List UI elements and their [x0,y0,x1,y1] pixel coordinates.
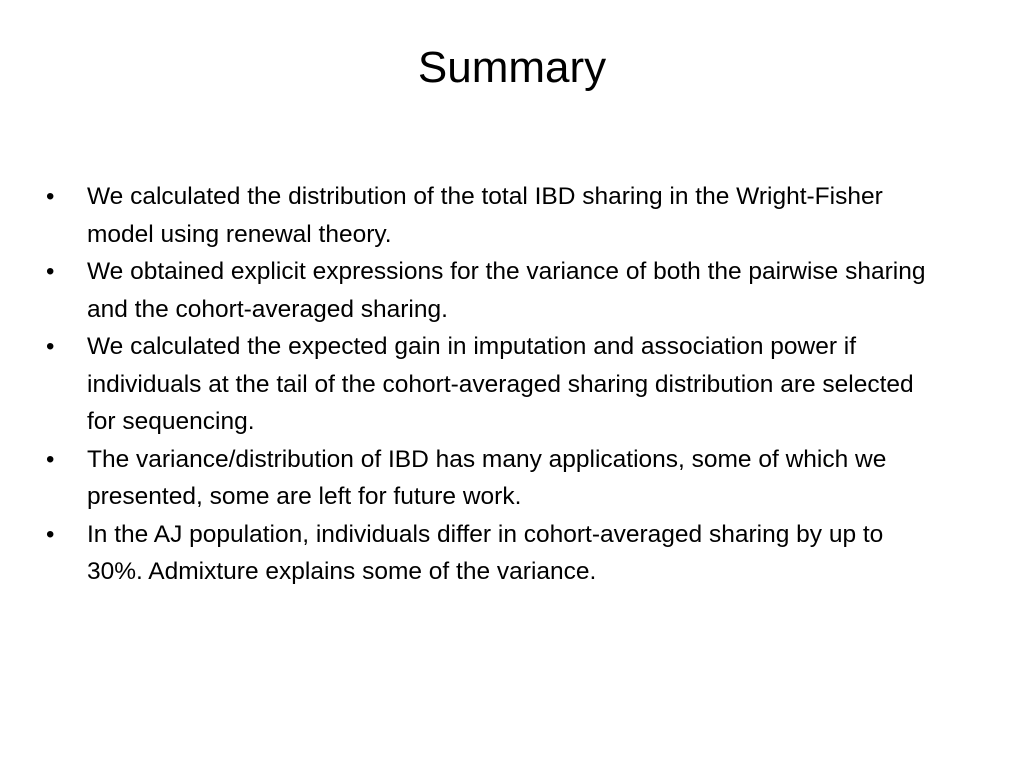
bullet-icon: • [46,520,55,548]
list-item [46,441,926,516]
bullet-text: The variance/distribution of IBD has many applications, some of which we presented, some are left for future work. [87,445,887,510]
bullet-text: In the AJ population, individuals differ in cohort-averaged sharing by up to 30%. Admixture explains some of the variance. [87,520,884,585]
list-item [46,328,926,441]
bullet-list [46,178,926,591]
bullet-icon: • [46,258,55,285]
bullet-text: We calculated the distribution of the total IBD sharing in the Wright-Fisher model using renewal theory. [87,183,883,248]
bullet-icon: • [46,183,55,210]
slide-title: Summary [417,43,607,92]
bullet-text: We obtained explicit expressions for the variance of both the pairwise sharing and the cohort-averaged sharing. [87,258,926,323]
list-item [46,178,926,253]
bullet-icon: • [46,445,55,473]
list-item [46,516,926,591]
list-item [46,253,926,328]
bullet-icon: • [46,333,55,360]
bullet-text: We calculated the expected gain in imputation and association power if individuals at the tail of the cohort-averaged sharing distribution are selected for sequencing. [87,333,914,435]
